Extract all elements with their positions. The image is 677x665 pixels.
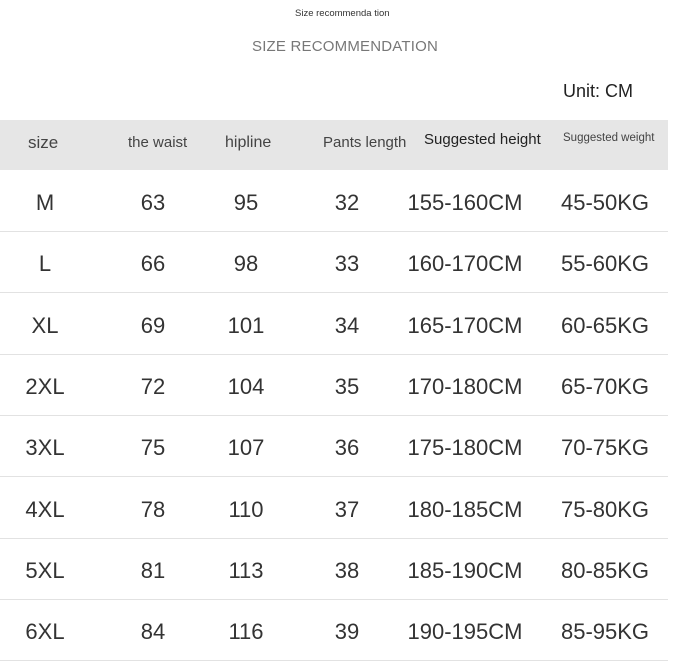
cell-suggested-height: 175-180CM — [407, 435, 523, 461]
header-waist: the waist — [128, 134, 188, 151]
table-row — [0, 415, 668, 477]
cell-waist: 63 — [140, 190, 166, 215]
cell-suggested-height: 170-180CM — [407, 373, 523, 399]
header-hipline: hipline — [225, 134, 272, 151]
cell-waist: 81 — [140, 557, 166, 583]
cell-waist: 84 — [140, 619, 166, 645]
cell-size: 4XL — [25, 496, 65, 522]
cell-suggested-height: 180-185CM — [407, 496, 523, 522]
table-row — [0, 477, 668, 539]
cell-suggested-height: 160-170CM — [407, 251, 523, 277]
cell-hipline: 113 — [228, 557, 264, 583]
header-size: size — [28, 133, 59, 152]
cell-suggested-weight: 80-85KG — [560, 557, 650, 583]
cell-suggested-weight: 65-70KG — [560, 373, 650, 399]
unit-label: Unit: CM — [563, 81, 634, 101]
cell-suggested-weight: 55-60KG — [560, 251, 650, 277]
header-suggested-height: Suggested height — [424, 131, 541, 148]
cell-waist: 69 — [140, 312, 166, 338]
cell-pants-length: 33 — [334, 251, 360, 277]
table-row — [0, 231, 668, 293]
cell-suggested-height: 155-160CM — [407, 190, 523, 215]
cell-pants-length: 35 — [334, 373, 360, 399]
cell-hipline: 98 — [233, 251, 259, 277]
cell-hipline: 110 — [228, 496, 264, 522]
cell-waist: 75 — [140, 435, 166, 461]
cell-pants-length: 37 — [334, 496, 360, 522]
table-row — [0, 599, 668, 661]
cell-pants-length: 38 — [334, 557, 360, 583]
cell-hipline: 95 — [233, 190, 259, 215]
top-caption: Size recommenda tion — [295, 8, 390, 19]
header-suggested-weight: Suggested weight — [563, 132, 655, 144]
cell-suggested-weight: 85-95KG — [560, 619, 650, 645]
cell-suggested-weight: 45-50KG — [560, 190, 650, 215]
table-row — [0, 170, 668, 232]
cell-size: 2XL — [25, 373, 65, 399]
cell-size: M — [35, 190, 55, 215]
cell-suggested-height: 190-195CM — [407, 619, 523, 645]
header-pants-length: Pants length — [323, 134, 407, 151]
table-row — [0, 538, 668, 600]
cell-hipline: 104 — [227, 373, 265, 399]
cell-pants-length: 36 — [334, 435, 360, 461]
cell-suggested-weight: 75-80KG — [560, 496, 650, 522]
cell-hipline: 101 — [227, 312, 265, 338]
table-row — [0, 293, 668, 355]
cell-suggested-height: 165-170CM — [407, 312, 523, 338]
page-title: SIZE RECOMMENDATION — [251, 38, 439, 55]
table-row — [0, 354, 668, 416]
cell-pants-length: 39 — [334, 619, 360, 645]
cell-size: 3XL — [25, 435, 65, 461]
cell-size: 6XL — [25, 619, 65, 645]
cell-hipline: 107 — [227, 435, 265, 461]
cell-pants-length: 32 — [334, 190, 360, 215]
table-header — [0, 120, 668, 170]
cell-pants-length: 34 — [334, 312, 360, 338]
cell-size: XL — [31, 312, 59, 338]
cell-waist: 72 — [140, 373, 166, 399]
cell-suggested-weight: 60-65KG — [560, 312, 650, 338]
cell-hipline: 116 — [228, 619, 264, 645]
cell-size: 5XL — [25, 557, 65, 583]
cell-size: L — [38, 251, 52, 277]
cell-suggested-height: 185-190CM — [407, 557, 523, 583]
cell-waist: 78 — [140, 496, 166, 522]
cell-suggested-weight: 70-75KG — [560, 435, 650, 461]
cell-waist: 66 — [140, 251, 166, 277]
